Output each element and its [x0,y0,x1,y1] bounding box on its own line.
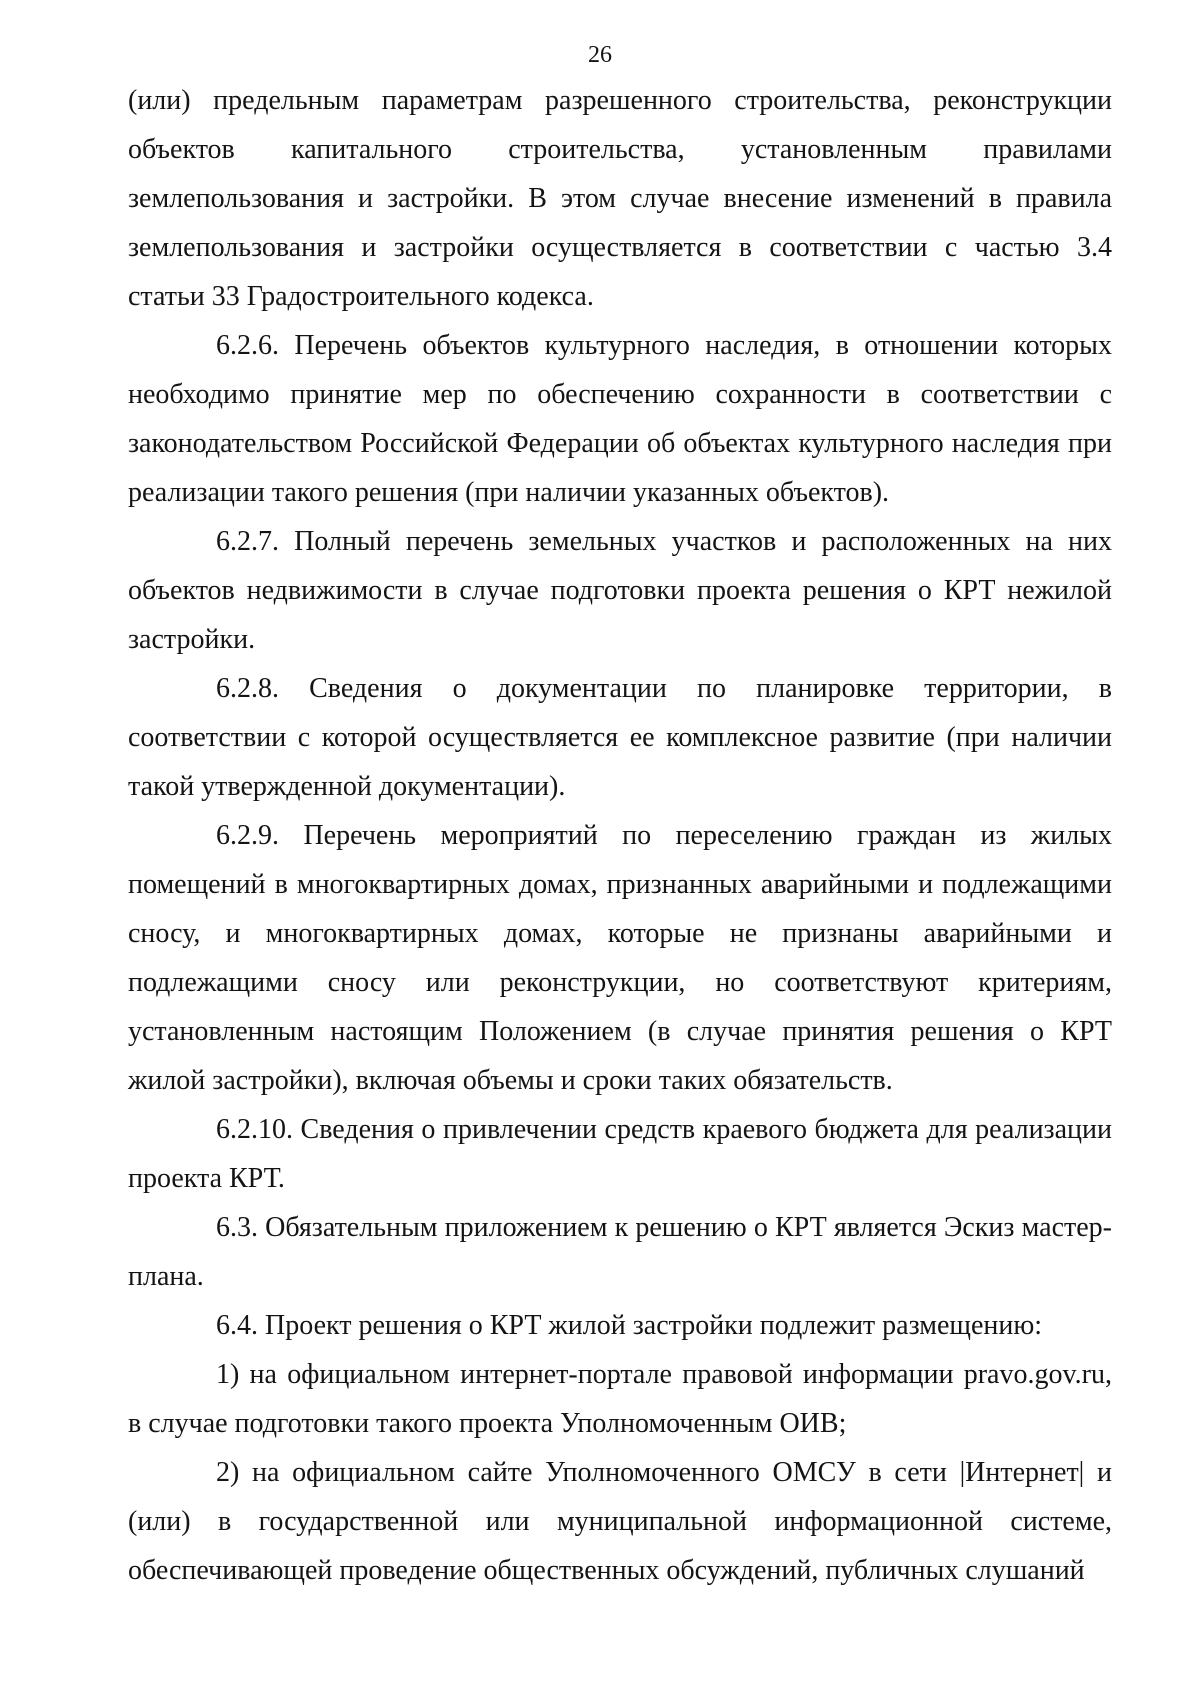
paragraph-6-4: 6.4. Проект решения о КРТ жилой застройки подлежит размещению: [216,1310,1043,1341]
document-body [128,76,1112,1595]
paragraph-6-2-8: 6.2.8. Сведения о документации по планировке территории, в соответствии с которой осуществляется ее комплексное развитие (при наличии такой утвержденной документации). [128,673,1112,802]
paragraph-continuation: (или) предельным параметрам разрешенного строительства, реконструкции объектов капитального строительства, установленным правилами землепользования и застройки. В этом случае внесение изменений в правила землепользования и застройки осуществляется в соответствии с частью 3.4 статьи 33 Градостроительного кодекса. [128,85,1112,312]
page-number: 26 [588,42,612,68]
paragraph-6-4-item-2: 2) на официальном сайте Уполномоченного ОМСУ в сети |Интернет| и (или) в государственной или муниципальной информационной системе, обеспечивающей проведение общественных обсуждений, публичных слушаний [128,1457,1112,1586]
paragraph-6-2-9: 6.2.9. Перечень мероприятий по переселению граждан из жилых помещений в многоквартирных домах, признанных аварийными и подлежащими сносу, и многоквартирных домах, которые не признаны аварийными и подлежащими сносу или реконструкции, но соответствуют критериям, установленным настоящим Положением (в случае принятия решения о КРТ жилой застройки), включая объемы и сроки таких обязательств. [128,820,1112,1096]
paragraph-6-2-7: 6.2.7. Полный перечень земельных участков и расположенных на них объектов недвижимости в случае подготовки проекта решения о КРТ нежилой застройки. [128,526,1112,655]
paragraph-6-2-10: 6.2.10. Сведения о привлечении средств краевого бюджета для реализации проекта КРТ. [128,1114,1112,1194]
paragraph-6-2-6: 6.2.6. Перечень объектов культурного наследия, в отношении которых необходимо принятие мер по обеспечению сохранности в соответствии с законодательством Российской Федерации об объектах культурного наследия при реализации такого решения (при наличии указанных объектов). [128,330,1112,508]
paragraph-6-4-item-1: 1) на официальном интернет-портале правовой информации pravo.gov.ru, в случае подготовки такого проекта Уполномоченным ОИВ; [128,1359,1112,1439]
paragraph-6-3: 6.3. Обязательным приложением к решению о КРТ является Эскиз мастер-плана. [128,1212,1112,1292]
